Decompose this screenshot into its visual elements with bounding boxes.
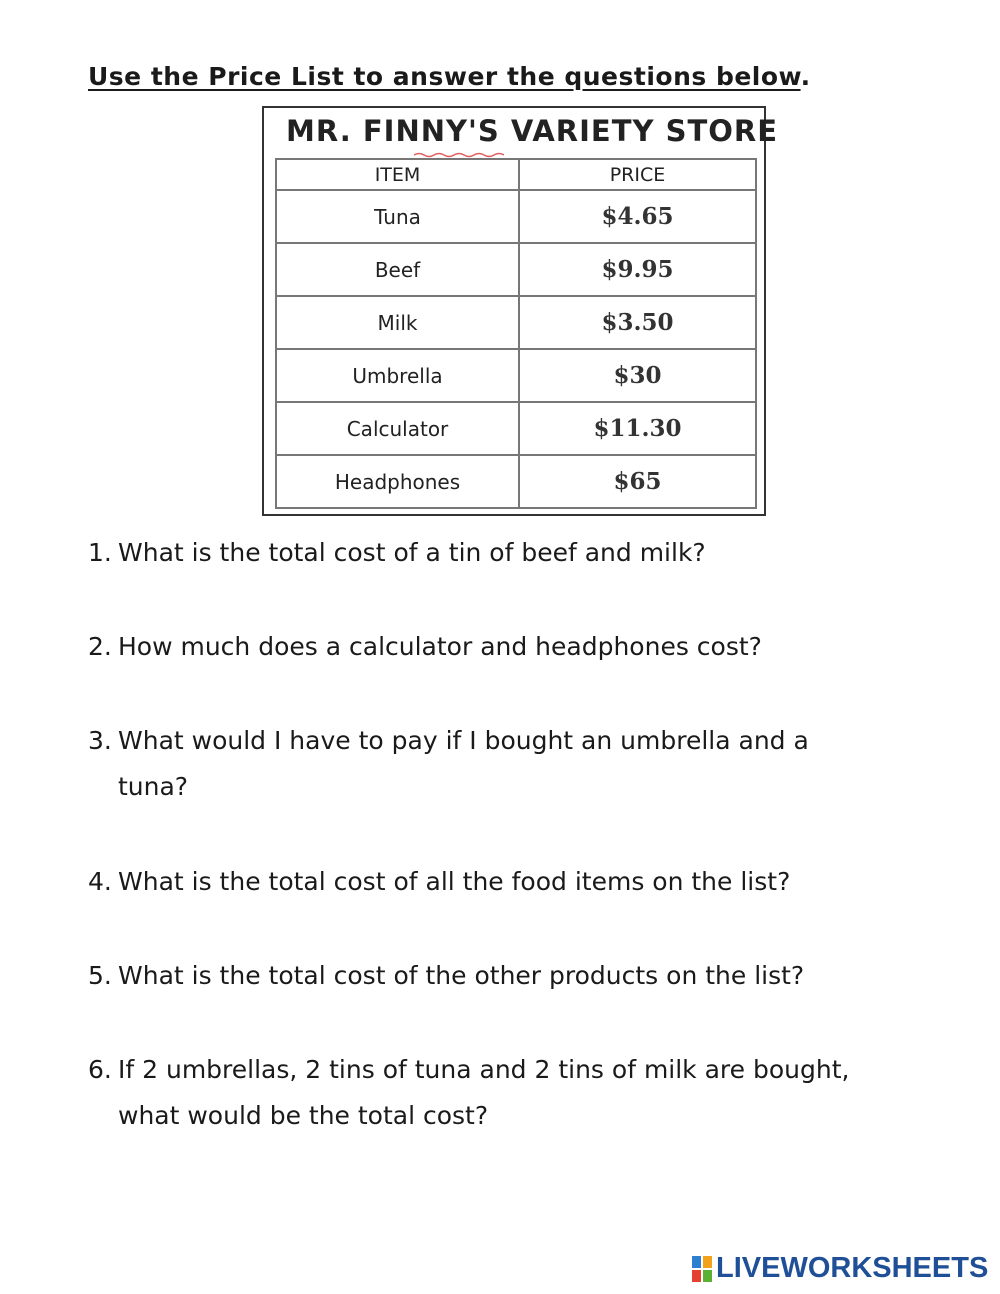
brand-text: LIVEWORKSHEETS <box>716 1252 989 1284</box>
question-text: How much does a calculator and headphones cost? <box>118 632 762 661</box>
item-cell: Headphones <box>276 455 519 508</box>
table-row <box>276 243 756 296</box>
table-row <box>276 190 756 243</box>
question-text: What is the total cost of a tin of beef and milk? <box>118 538 706 567</box>
question-number: 5. <box>88 961 112 990</box>
table-row <box>276 402 756 455</box>
liveworksheets-logo-icon <box>692 1256 712 1282</box>
question-text: What is the total cost of the other products on the list? <box>118 961 805 990</box>
price-list-card <box>262 106 779 516</box>
item-column-header: ITEM <box>276 159 519 190</box>
question-number: 1. <box>88 538 112 567</box>
question-number: 4. <box>88 867 112 896</box>
instruction-heading <box>88 62 811 91</box>
question-1 <box>88 530 948 576</box>
question-number: 6. <box>88 1055 112 1084</box>
item-cell: Tuna <box>276 190 519 243</box>
table-row <box>276 349 756 402</box>
instruction-text: Use the Price List to answer the questions below <box>88 62 801 91</box>
question-text: What is the total cost of all the food items on the list? <box>118 867 791 896</box>
question-2 <box>88 624 948 670</box>
question-number: 2. <box>88 632 112 661</box>
question-text-continued: tuna? <box>118 772 189 801</box>
item-cell: Calculator <box>276 402 519 455</box>
price-cell: $11.30 <box>519 402 756 455</box>
question-3 <box>88 718 948 810</box>
price-column-header: PRICE <box>519 159 756 190</box>
price-table <box>275 158 757 509</box>
price-cell: $30 <box>519 349 756 402</box>
price-cell: $4.65 <box>519 190 756 243</box>
liveworksheets-brand[interactable] <box>692 1252 988 1285</box>
price-cell: $9.95 <box>519 243 756 296</box>
price-cell: $65 <box>519 455 756 508</box>
table-row <box>276 455 756 508</box>
item-cell: Milk <box>276 296 519 349</box>
question-text-continued: what would be the total cost? <box>118 1101 489 1130</box>
question-text: If 2 umbrellas, 2 tins of tuna and 2 tins of milk are bought, <box>118 1055 850 1084</box>
question-6 <box>88 1047 948 1139</box>
instruction-period: . <box>800 62 811 91</box>
item-cell: Beef <box>276 243 519 296</box>
item-cell: Umbrella <box>276 349 519 402</box>
price-cell: $3.50 <box>519 296 756 349</box>
price-table-header-row <box>276 159 756 190</box>
question-5 <box>88 953 948 999</box>
question-number: 3. <box>88 726 112 755</box>
question-text: What would I have to pay if I bought an umbrella and a <box>118 726 809 755</box>
question-4 <box>88 859 948 905</box>
table-row <box>276 296 756 349</box>
store-name: MR. FINNY'S VARIETY STORE <box>286 114 779 148</box>
